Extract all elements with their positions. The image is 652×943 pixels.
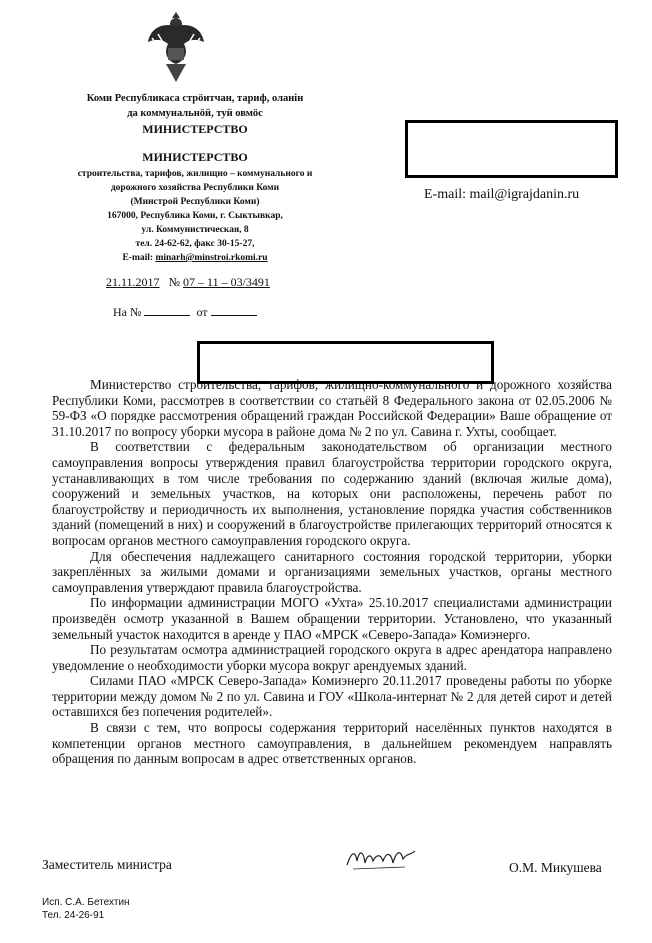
letter-body: [52, 377, 612, 767]
body-paragraph: Для обеспечения надлежащего санитарного состояния городской территории, уборки закреплённых за жилыми домами и организациями земельных участков, органы местного самоуправления утверждают правила благоустройства.: [52, 548, 612, 595]
signatory-role: Заместитель министра: [42, 857, 172, 872]
header-ministry-line-1: строительства, тарифов, жилищно – коммунального и: [77, 169, 313, 179]
header-email-link[interactable]: minarh@minstroi.rkomi.ru: [155, 253, 268, 263]
signatory-name: О.М. Микушева: [509, 860, 602, 875]
body-paragraph: Министерство строительства, тарифов, жилищно-коммунального и дорожного хозяйства Республики Коми, рассмотрев в соответствии со статьёй 8 Федерального закона от 02.05.2006 № 59-ФЗ «О порядке рассмотрения обращений граждан Российской Федерации» Ваше обращение от 31.10.2017 по вопросу уборки мусора в районе дома № 2 по ул. Савина г. Ухты, сообщает.: [52, 377, 612, 439]
executor-phone: Тел. 24-26-91: [42, 910, 105, 921]
body-paragraph: По информации администрации МОГО «Ухта» 25.10.2017 специалистами администрации произведён осмотр указанной в Вашем обращении территории. Установлено, что указанный земельный участок находится в аренде у ПАО «МРСК «Северо-Запада» Комиэнерго.: [52, 595, 612, 642]
header-ministry-line-2: дорожного хозяйства Республики Коми: [110, 183, 280, 193]
document-date: 21.11.2017: [106, 275, 160, 289]
executor-info: [42, 896, 130, 922]
header-komi-line-1: Коми Республикаса стрöитчан, тариф, оланiн: [86, 93, 304, 104]
body-paragraph: В связи с тем, что вопросы содержания территорий населённых пунктов находятся в компетенции органов местного самоуправления, в дальнейшем рекомендуем направлять обращения по данным вопросам в адрес ответственных органов.: [52, 720, 612, 767]
reference-line: [113, 305, 257, 320]
body-paragraph: Силами ПАО «МРСК Северо-Запада» Комиэнерго 20.11.2017 проведены работы по уборке территории между домом № 2 по ул. Савина и ГОУ «Школа-интернат № 2 для детей сирот и детей оставшихся без попечения родителей».: [52, 673, 612, 720]
document-number-line: [106, 275, 270, 290]
header-ministry-title: МИНИСТЕРСТВО: [142, 150, 248, 164]
reference-date-blank: [211, 315, 257, 316]
coat-of-arms-icon: [146, 8, 206, 84]
header-komi-line-2: да коммунальнöй, туй овмöс: [127, 108, 263, 119]
reference-number-blank: [144, 315, 190, 316]
handwritten-signature-icon: [343, 843, 419, 873]
reference-label: На №: [113, 305, 142, 319]
recipient-email: E-mail: mail@igrajdanin.ru: [424, 187, 580, 202]
number-sign: №: [168, 275, 181, 289]
header-komi-ministry: МИНИСТЕРСТВО: [142, 122, 248, 136]
header-address-2: ул. Коммунистическая, 8: [141, 225, 249, 235]
header-ministry-short: (Минстрой Республики Коми): [130, 197, 260, 207]
header-address-1: 167000, Республика Коми, г. Сыктывкар,: [107, 211, 283, 221]
executor-name: Исп. С.А. Бетехтин: [42, 897, 130, 908]
redacted-recipient-box: [405, 120, 618, 178]
header-phones: тел. 24-62-62, факс 30-15-27,: [135, 239, 255, 249]
body-paragraph: В соответствии с федеральным законодательством об организации местного самоуправления вопросы утверждения правил благоустройства территории городского округа, устанавливающих в том числе требования по содержанию зданий (включая жилые дома), сооружений и земельных участков, на которых они расположены, перечень работ по благоустройству и периодичность их выполнения, установление порядка участия собственников зданий (помещений в них) и сооружений в благоустройстве прилегающих территорий относятся к вопросам органов местного самоуправления городского округа.: [52, 439, 612, 548]
reference-from-label: от: [196, 305, 208, 319]
document-number: 07 – 11 – 03/3491: [183, 275, 270, 289]
body-paragraph: По результатам осмотра администрацией городского округа в адрес арендатора направлено уведомление о необходимости уборки мусора вокруг арендуемых зданий.: [52, 642, 612, 673]
header-email: [60, 251, 330, 265]
header-email-label: E-mail:: [122, 253, 154, 263]
